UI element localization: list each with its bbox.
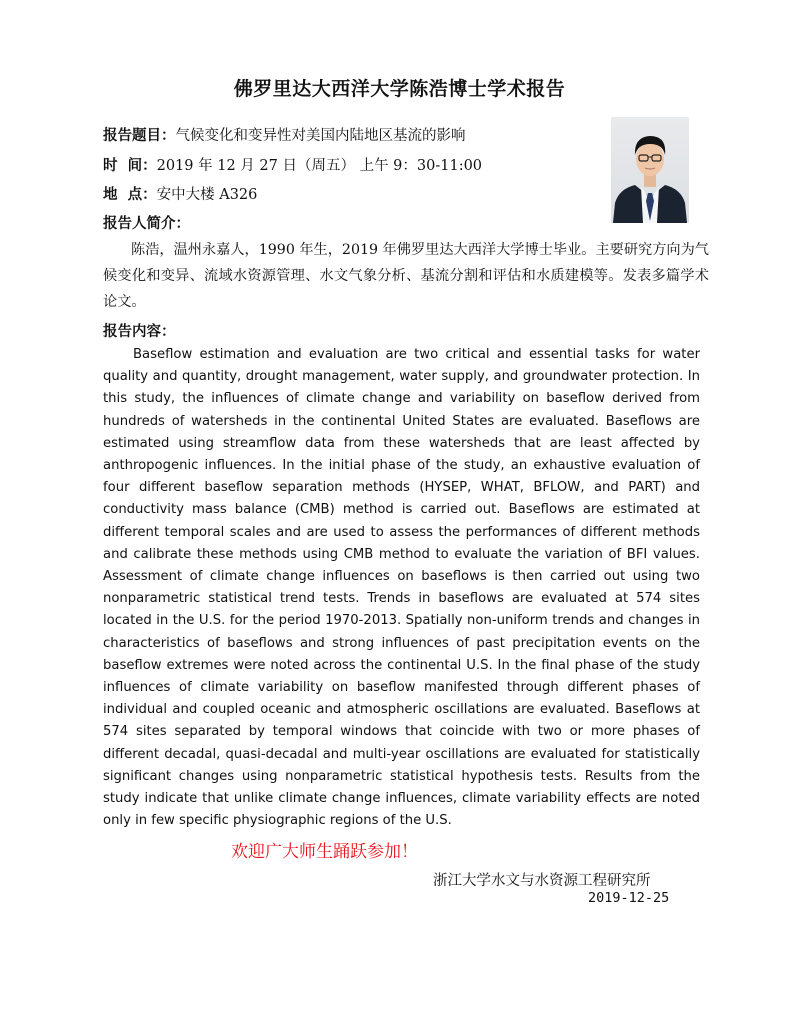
- welcome-message: 欢迎广大师生踊跃参加！: [231, 842, 418, 862]
- time-value: 2019 年 12 月 27 日（周五） 上午 9：30-11:00: [156, 158, 483, 174]
- notice-date: 2019-12-25: [588, 890, 670, 906]
- host-organization: 浙江大学水文与水资源工程研究所: [433, 873, 651, 889]
- talk-abstract: Baseflow estimation and evaluation are two critical and essential tasks for water quality and quantity, drought management, water supply, and groundwater protection. In this study, the influences of climate change and variability on baseflow derived from hundreds of watersheds in the continental United States are evaluated. Baseflows are estimated using streamflow data from these watersheds that are least affected by anthropogenic influences. In the initial phase of the study, an exhaustive evaluation of four different baseflow separation methods (HYSEP, WHAT, BFLOW, and PART) and conductivity mass balance (CMB) method is carried out. Baseflows are estimated at different temporal scales and are used to assess the performances of different methods and calibrate these methods using CMB method to evaluate the variation of BFI values. Assessment of climate change influences on baseflows is then carried out using two nonparametric statistical trend tests. Trends in baseflows are evaluated at 574 sites located in the U.S. for the period 1970-2013. Spatially non-uniform trends and changes in characteristics of baseflows and strong influences of past precipitation events on the baseflow extremes were noted across the continental U.S. In the final phase of the study influences of climate variability on baseflow manifested through different phases of individual and coupled oceanic and atmospheric oscillations are evaluated. Baseflows at 574 sites separated by temporal windows that coincide with two or more phases of different decadal, quasi-decadal and multi-year oscillations are evaluated for statistically significant changes using nonparametric statistical hypothesis tests. Results from the study indicate that unlike climate change influences, climate variability effects are noted only in few specific physiographic regions of the U.S.: [103, 347, 700, 829]
- topic-row: [103, 124, 466, 145]
- bio-heading-row: [103, 212, 190, 233]
- place-row: [103, 183, 257, 204]
- speaker-photo: [611, 117, 689, 223]
- topic-label: 报告题目：: [103, 127, 176, 144]
- place-value: 安中大楼 A326: [156, 187, 258, 203]
- place-label: 地 点：: [103, 186, 157, 203]
- speaker-bio: 陈浩，温州永嘉人，1990 年生，2019 年佛罗里达大西洋大学博士毕业。主要研究方向为气候变化和变异、流域水资源管理、水文气象分析、基流分割和评估和水质建模等。发表多篇学术论文。: [103, 242, 709, 310]
- bio-heading: 报告人简介：: [103, 215, 190, 232]
- time-row: [103, 154, 482, 175]
- topic-value: 气候变化和变异性对美国内陆地区基流的影响: [175, 128, 466, 144]
- content-heading-row: [103, 320, 176, 341]
- page-title: 佛罗里达大西洋大学陈浩博士学术报告: [233, 78, 566, 100]
- time-label: 时 间：: [103, 157, 157, 174]
- content-heading: 报告内容：: [103, 323, 176, 340]
